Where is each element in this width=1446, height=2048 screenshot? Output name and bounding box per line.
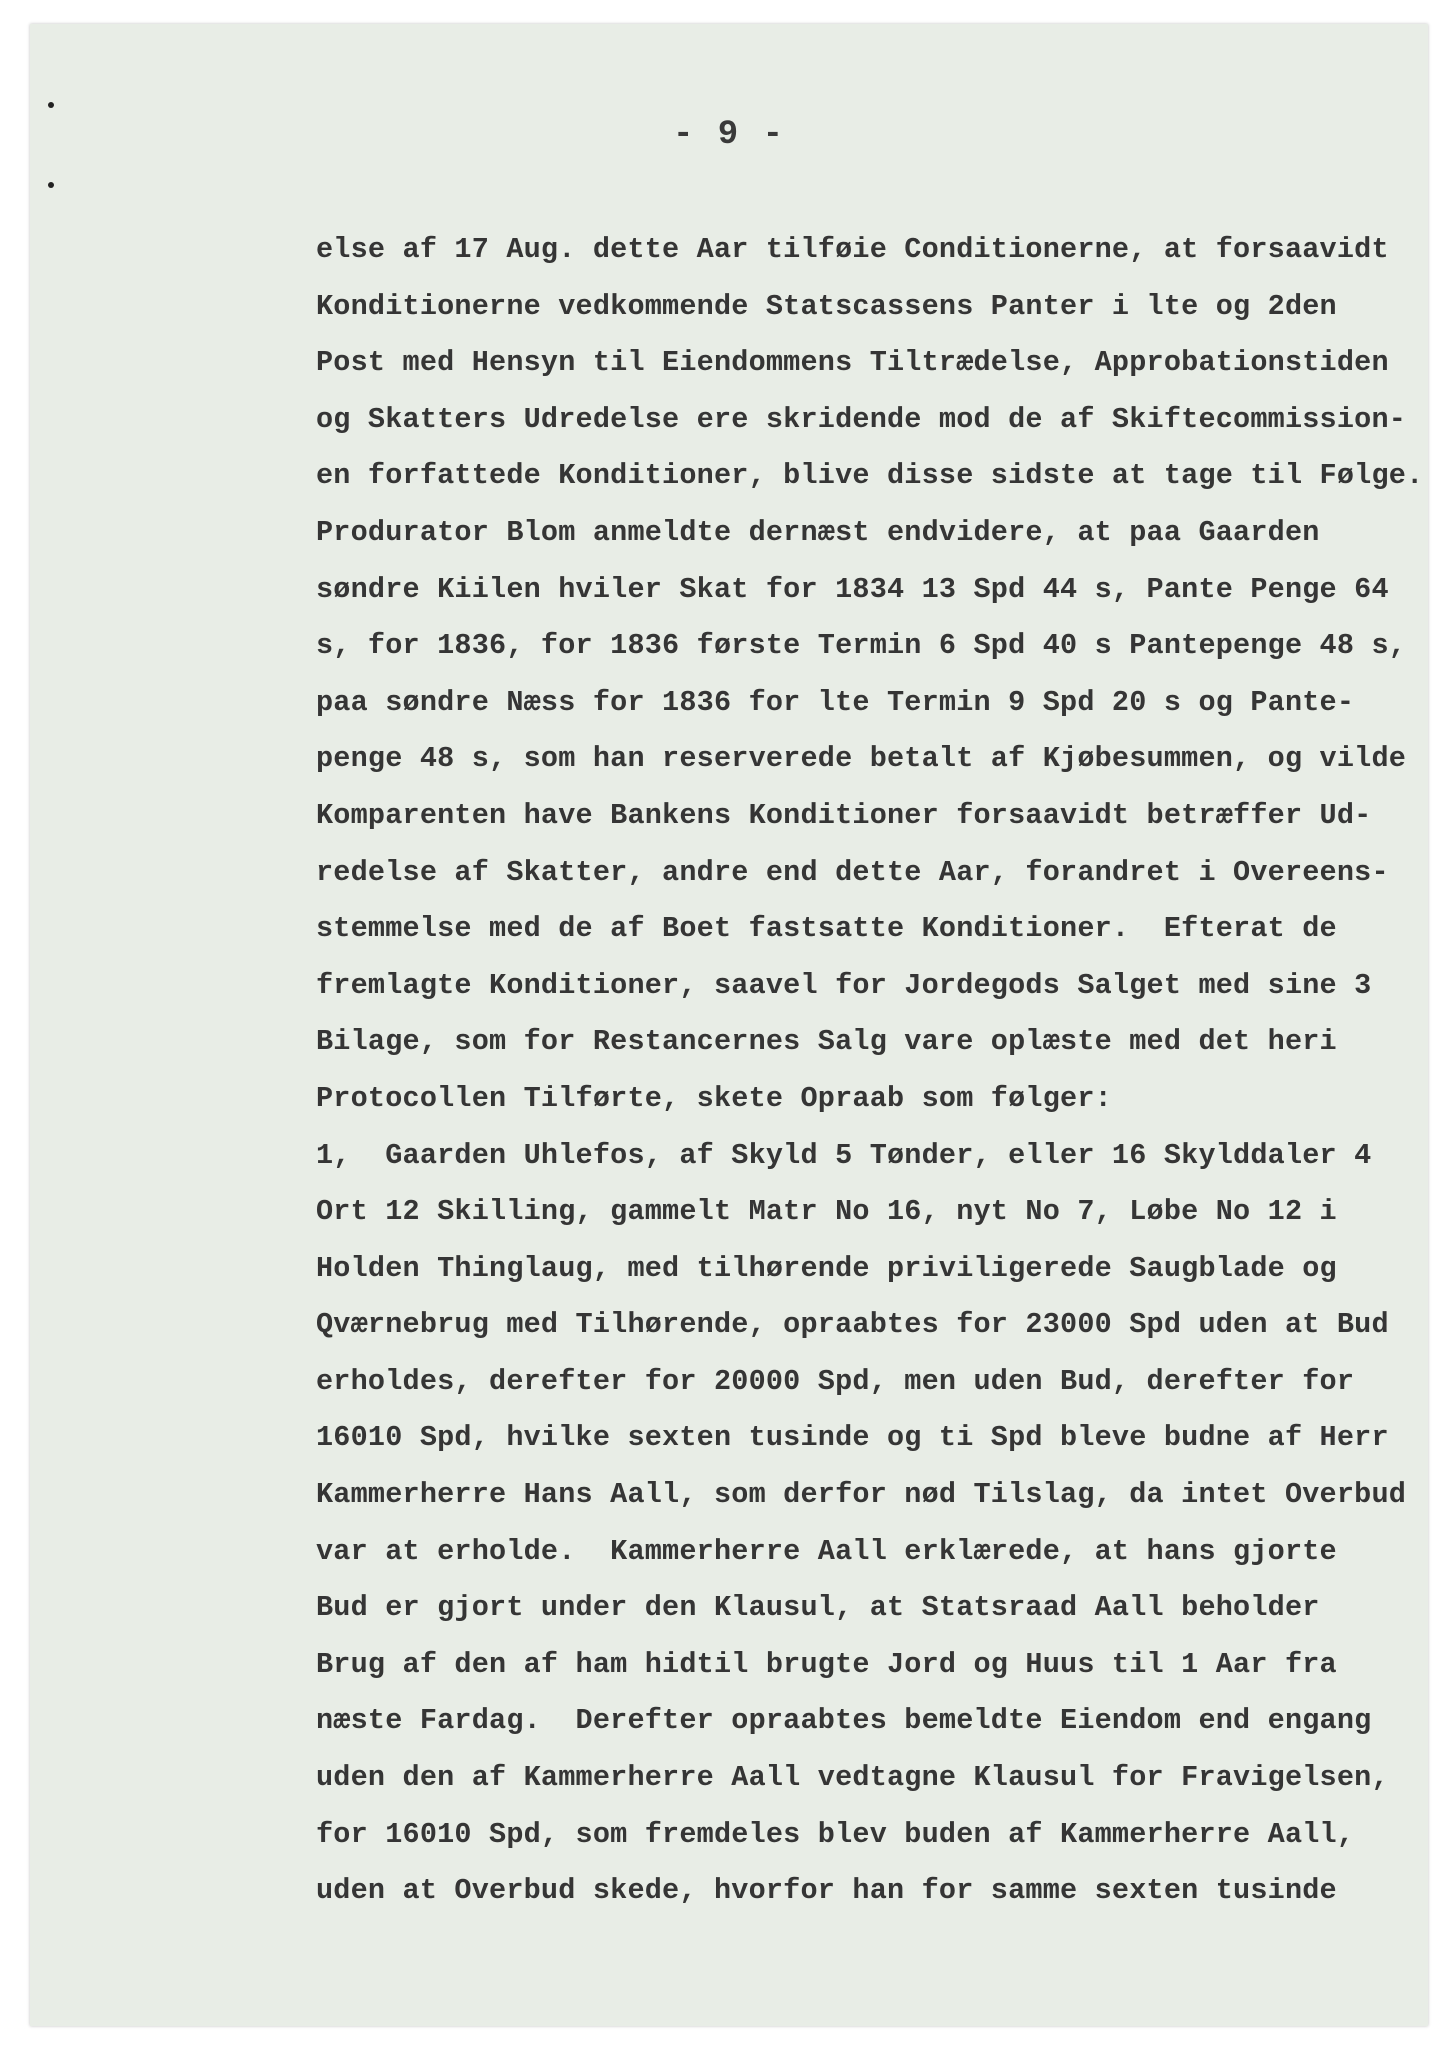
text-line: penge 48 s, som han reserverede betalt af Kjøbesummen, og vilde	[316, 742, 1407, 776]
text-line: redelse af Skatter, andre end dette Aar, forandret i Overeens-	[316, 855, 1389, 889]
text-line: søndre Kiilen hviler Skat for 1834 13 Spd 44 s, Pante Penge 64	[316, 572, 1389, 606]
text-line: erholdes, derefter for 20000 Spd, men uden Bud, derefter for	[316, 1364, 1355, 1398]
text-line: Bud er gjort under den Klausul, at Statsraad Aall beholder	[316, 1591, 1320, 1625]
text-line: s, for 1836, for 1836 første Termin 6 Spd 40 s Pantepenge 48 s,	[316, 629, 1407, 663]
text-line: Holden Thinglaug, med tilhørende priviligerede Saugblade og	[316, 1251, 1337, 1285]
text-line: fremlagte Konditioner, saavel for Jordegods Salget med sine 3	[316, 968, 1372, 1002]
margin-mark	[48, 102, 54, 108]
text-line: 1, Gaarden Uhlefos, af Skyld 5 Tønder, eller 16 Skylddaler 4	[316, 1138, 1372, 1172]
text-line: uden at Overbud skede, hvorfor han for samme sexten tusinde	[316, 1874, 1337, 1908]
text-line: Kammerherre Hans Aall, som derfor nød Tilslag, da intet Overbud	[316, 1478, 1407, 1512]
text-line: var at erholde. Kammerherre Aall erklærede, at hans gjorte	[316, 1534, 1337, 1568]
text-line: else af 17 Aug. dette Aar tilføie Conditionerne, at forsaavidt	[316, 233, 1389, 266]
text-line: Konditionerne vedkommende Statscassens Panter i lte og 2den	[316, 289, 1337, 323]
text-line: Produrator Blom anmeldte dernæst endvidere, at paa Gaarden	[316, 515, 1320, 549]
text-line: næste Fardag. Derefter opraabtes bemeldte Eiendom end engang	[316, 1704, 1372, 1738]
text-line: Bilage, som for Restancernes Salg vare oplæste med det heri	[316, 1025, 1337, 1059]
page-number: - 9 -	[672, 116, 786, 154]
margin-mark	[48, 182, 54, 188]
text-line: Brug af den af ham hidtil brugte Jord og Huus til 1 Aar fra	[316, 1647, 1337, 1681]
text-line: Komparenten have Bankens Konditioner forsaavidt betræffer Ud-	[316, 798, 1372, 832]
text-line: 16010 Spd, hvilke sexten tusinde og ti Spd bleve budne af Herr	[316, 1421, 1389, 1455]
text-line: en forfattede Konditioner, blive disse sidste at tage til Følge.	[316, 459, 1424, 493]
text-line: Post med Hensyn til Eiendommens Tiltrædelse, Approbationstiden	[316, 346, 1389, 380]
text-line: for 16010 Spd, som fremdeles blev buden af Kammerherre Aall,	[316, 1817, 1355, 1851]
typewritten-body	[316, 222, 1428, 1920]
text-line: stemmelse med de af Boet fastsatte Konditioner. Efterat de	[316, 912, 1337, 946]
text-line: og Skatters Udredelse ere skridende mod de af Skiftecommission-	[316, 402, 1407, 436]
text-line: Qværnebrug med Tilhørende, opraabtes for 23000 Spd uden at Bud	[316, 1308, 1389, 1342]
text-line: paa søndre Næss for 1836 for lte Termin 9 Spd 20 s og Pante-	[316, 685, 1355, 719]
text-line: Ort 12 Skilling, gammelt Matr No 16, nyt No 7, Løbe No 12 i	[316, 1195, 1337, 1229]
text-line: Protocollen Tilførte, skete Opraab som følger:	[316, 1081, 1112, 1115]
document-page	[30, 24, 1428, 2026]
text-line: uden den af Kammerherre Aall vedtagne Klausul for Fravigelsen,	[316, 1761, 1389, 1795]
